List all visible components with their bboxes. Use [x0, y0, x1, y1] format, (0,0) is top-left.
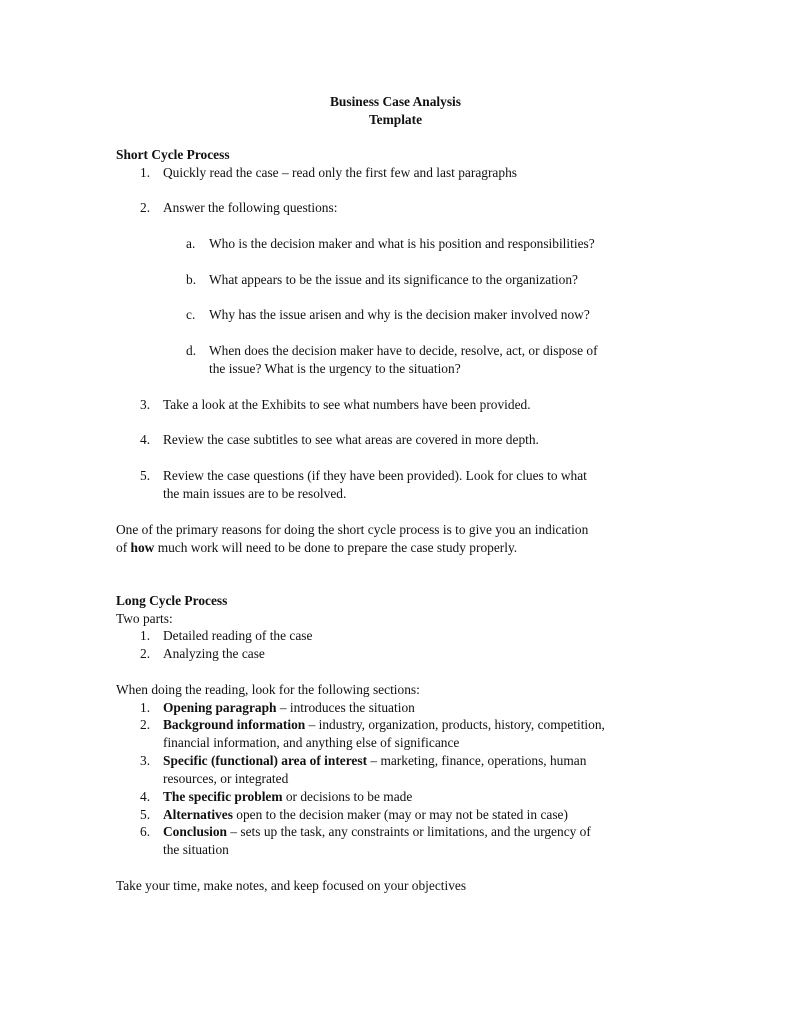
step-text: Take a look at the Exhibits to see what numbers have been provided.	[163, 397, 531, 412]
summary-paragraph-line: One of the primary reasons for doing the short cycle process is to give you an indication	[116, 522, 589, 537]
question-text: Why has the issue arisen and why is the decision maker involved now?	[209, 307, 590, 322]
step-number: 1.	[140, 165, 151, 180]
question-letter: c.	[186, 307, 196, 322]
section-number: 4.	[140, 789, 151, 804]
step-text: Answer the following questions:	[163, 200, 338, 215]
section-item-continued: financial information, and anything else of significance	[163, 735, 460, 750]
sections-intro: When doing the reading, look for the following sections:	[116, 682, 420, 697]
question-text: When does the decision maker have to decide, resolve, act, or dispose of	[209, 343, 598, 358]
step-text: Review the case questions (if they have been provided). Look for clues to what	[163, 468, 587, 483]
question-letter: a.	[186, 236, 196, 251]
step-number: 3.	[140, 397, 151, 412]
section-number: 5.	[140, 807, 151, 822]
section-number: 3.	[140, 753, 151, 768]
section-item-continued: the situation	[163, 842, 229, 857]
step-number: 5.	[140, 468, 151, 483]
section-item: Alternatives open to the decision maker (may or may not be stated in case)	[163, 807, 568, 822]
question-text: Who is the decision maker and what is his position and responsibilities?	[209, 236, 595, 251]
section-number: 6.	[140, 824, 151, 839]
question-letter: d.	[186, 343, 197, 358]
section-item-continued: resources, or integrated	[163, 771, 289, 786]
section-item: Specific (functional) area of interest – marketing, finance, operations, human	[163, 753, 587, 768]
step-number: 2.	[140, 200, 151, 215]
document-title: Business Case Analysis	[330, 94, 461, 109]
section-item: Opening paragraph – introduces the situation	[163, 700, 415, 715]
short-cycle-heading: Short Cycle Process	[116, 147, 230, 162]
section-title: Background information	[163, 717, 306, 732]
step-number: 4.	[140, 432, 151, 447]
part-text: Detailed reading of the case	[163, 628, 313, 643]
section-title: Conclusion	[163, 824, 227, 839]
part-number: 2.	[140, 646, 151, 661]
step-text-continued: the main issues are to be resolved.	[163, 486, 347, 501]
section-title: Alternatives	[163, 807, 233, 822]
long-cycle-intro: Two parts:	[116, 611, 173, 626]
section-title: The specific problem	[163, 789, 283, 804]
section-title: Specific (functional) area of interest	[163, 753, 368, 768]
step-text: Review the case subtitles to see what areas are covered in more depth.	[163, 432, 539, 447]
emphasis-how: how	[130, 540, 155, 555]
part-number: 1.	[140, 628, 151, 643]
document-subtitle: Template	[368, 112, 423, 127]
section-title: Opening paragraph	[163, 700, 277, 715]
section-number: 1.	[140, 700, 151, 715]
closing-line: Take your time, make notes, and keep focused on your objectives	[116, 878, 467, 893]
step-text: Quickly read the case – read only the first few and last paragraphs	[163, 165, 517, 180]
section-item: Conclusion – sets up the task, any constraints or limitations, and the urgency of	[163, 824, 591, 839]
question-text: What appears to be the issue and its significance to the organization?	[209, 272, 578, 287]
question-text-continued: the issue? What is the urgency to the situation?	[209, 361, 461, 376]
part-text: Analyzing the case	[163, 646, 265, 661]
summary-paragraph-line: of how much work will need to be done to prepare the case study properly.	[116, 540, 518, 555]
question-letter: b.	[186, 272, 197, 287]
section-item: Background information – industry, organization, products, history, competition,	[163, 717, 605, 732]
long-cycle-heading: Long Cycle Process	[116, 593, 228, 608]
section-item: The specific problem or decisions to be made	[163, 789, 413, 804]
section-number: 2.	[140, 717, 151, 732]
